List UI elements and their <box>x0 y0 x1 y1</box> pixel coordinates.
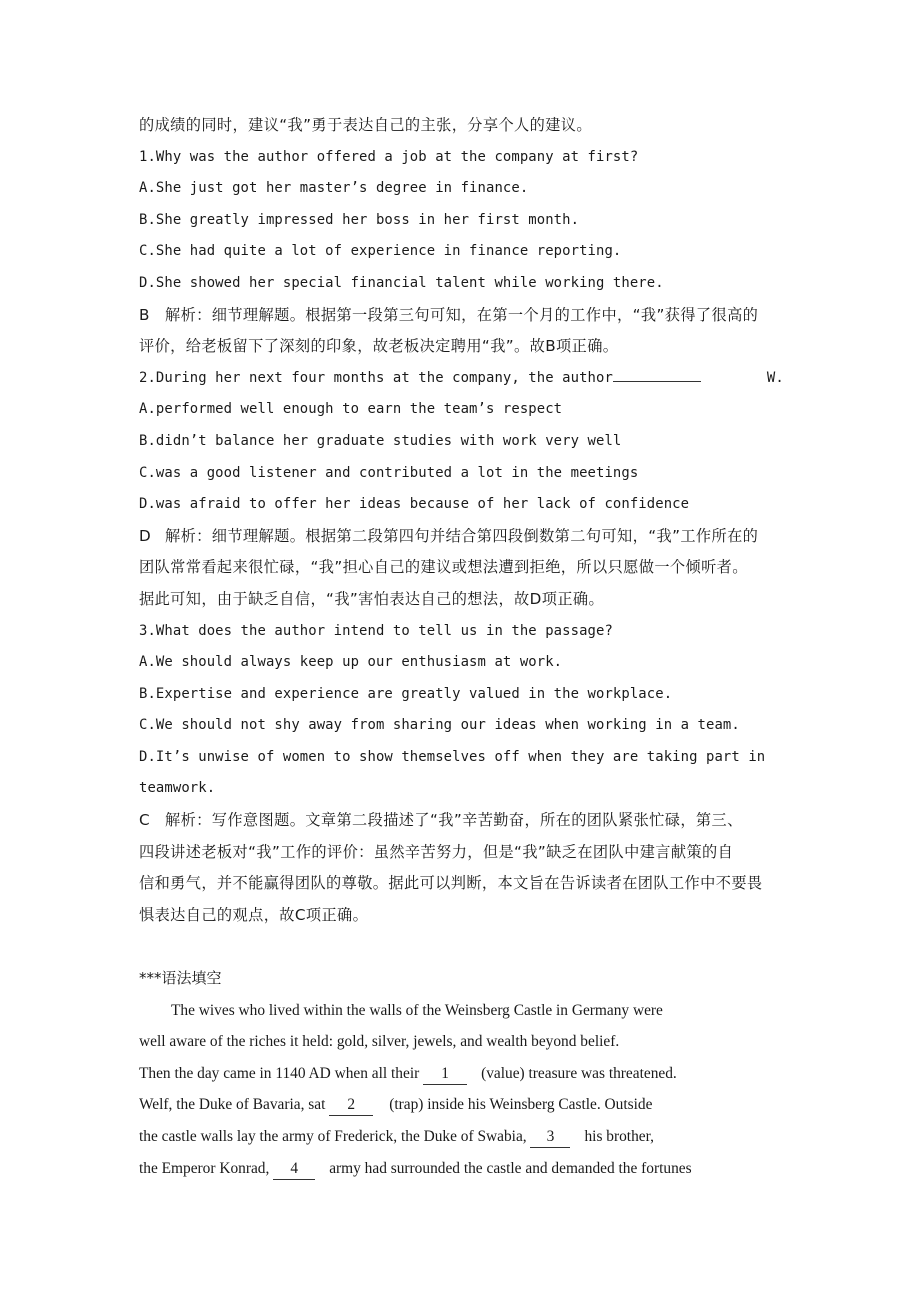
question-3-explanation-line-2: 四段讲述老板对“我”工作的评价：虽然辛苦努力，但是“我”缺乏在团队中建言献策的自 <box>139 842 734 861</box>
grammar-line-6-end: army had surrounded the castle and demanded the fortunes <box>329 1159 692 1177</box>
question-2-explanation-line-3: 据此可知，由于缺乏自信，“我”害怕表达自己的想法，故D项正确。 <box>139 589 605 608</box>
question-3-option-c: C.We should not shy away from sharing our ideas when working in a team. <box>139 717 740 734</box>
grammar-line-4-start: Welf, the Duke of Bavaria, sat <box>139 1096 330 1114</box>
grammar-line-4 <box>139 1089 784 1121</box>
question-1-option-b: B.She greatly impressed her boss in her first month. <box>139 211 580 228</box>
grammar-line-5-start: the castle walls lay the army of Frederick, the Duke of Swabia, <box>139 1128 531 1145</box>
question-3-option-a: A.We should always keep up our enthusiasm at work. <box>139 654 563 671</box>
question-3-option-d-wrap: teamwork. <box>139 780 216 797</box>
grammar-section-title: ***语法填空 <box>139 969 222 988</box>
question-1-option-a: A.She just got her master’s degree in finance. <box>139 180 529 197</box>
grammar-line-5 <box>139 1121 784 1153</box>
grammar-line-4-end: (trap) inside his Weinsberg Castle. Outside <box>389 1096 653 1114</box>
question-1-explanation-text-1: 解析：细节理解题。根据第一段第三句可知，在第一个月的工作中，“我”获得了很高的 <box>165 305 759 324</box>
grammar-line-6 <box>139 1153 784 1185</box>
document-body <box>139 110 784 1184</box>
question-1-option-c: C.She had quite a lot of experience in finance reporting. <box>139 243 622 260</box>
question-2-explanation-text-1: 解析：细节理解题。根据第二段第四句并结合第四段倒数第二句可知，“我”工作所在的 <box>165 526 759 545</box>
question-1-answer: B <box>139 305 150 324</box>
question-3-answer: C <box>139 811 151 830</box>
question-3-explanation-line-4: 惧表达自己的观点，故C项正确。 <box>139 905 369 924</box>
question-3-stem: 3.What does the author intend to tell us in the passage? <box>139 622 613 639</box>
intro-tail: 的成绩的同时，建议“我”勇于表达自己的主张，分享个人的建议。 <box>139 116 592 134</box>
question-1-option-d: D.She showed her special financial talent while working there. <box>139 274 664 291</box>
question-1-stem: 1.Why was the author offered a job at the company at first? <box>139 148 639 165</box>
section-gap <box>139 931 784 963</box>
question-2-option-c: C.was a good listener and contributed a lot in the meetings <box>139 464 639 481</box>
grammar-blank-1[interactable]: 1 <box>423 1064 467 1085</box>
question-3-option-b: B.Expertise and experience are greatly valued in the workplace. <box>139 685 673 702</box>
grammar-line-3-start: Then the day came in 1140 AD when all their <box>139 1064 424 1082</box>
question-2-answer: D <box>139 526 152 545</box>
question-2-stem-tail: W. <box>766 369 784 386</box>
question-1-explanation-line-2: 评价，给老板留下了深刻的印象，故老板决定聘用“我”。故B项正确。 <box>139 337 619 356</box>
question-2-blank <box>613 381 701 382</box>
question-2-explanation-line-2: 团队常常看起来很忙碌，“我”担心自己的建议或想法遭到拒绝，所以只愿做一个倾听者。 <box>139 558 748 577</box>
grammar-line-1: The wives who lived within the walls of the Weinsberg Castle in Germany were <box>171 1001 663 1019</box>
grammar-blank-3[interactable]: 3 <box>530 1127 570 1148</box>
question-1-explanation-line-1 <box>139 300 784 332</box>
grammar-line-3-end: (value) treasure was threatened. <box>481 1064 677 1082</box>
question-2-stem: 2.During her next four months at the company, the author <box>139 369 613 386</box>
question-2-option-a: A.performed well enough to earn the team’s respect <box>139 401 563 418</box>
question-3-option-d: D.It’s unwise of women to show themselves off when they are taking part in <box>139 748 766 765</box>
question-2-stem-line <box>139 363 784 395</box>
question-3-explanation-line-3: 信和勇气，并不能赢得团队的尊敬。据此可以判断，本文旨在告诉读者在团队工作中不要畏 <box>139 874 763 893</box>
grammar-blank-2[interactable]: 2 <box>329 1095 373 1116</box>
grammar-blank-4[interactable]: 4 <box>273 1159 315 1180</box>
question-2-explanation-line-1 <box>139 521 784 553</box>
question-3-explanation-line-1 <box>139 805 784 837</box>
grammar-line-5-end: his brother, <box>584 1128 654 1145</box>
grammar-line-3 <box>139 1058 784 1090</box>
question-2-option-d: D.was afraid to offer her ideas because of her lack of confidence <box>139 496 690 513</box>
question-3-explanation-text-1: 解析：写作意图题。文章第二段描述了“我”辛苦勤奋，所在的团队紧张忙碌，第三、 <box>165 811 743 830</box>
question-2-option-b: B.didn’t balance her graduate studies with work very well <box>139 432 622 449</box>
grammar-line-2: well aware of the riches it held: gold, silver, jewels, and wealth beyond belief. <box>139 1033 620 1051</box>
grammar-line-6-start: the Emperor Konrad, <box>139 1159 274 1177</box>
